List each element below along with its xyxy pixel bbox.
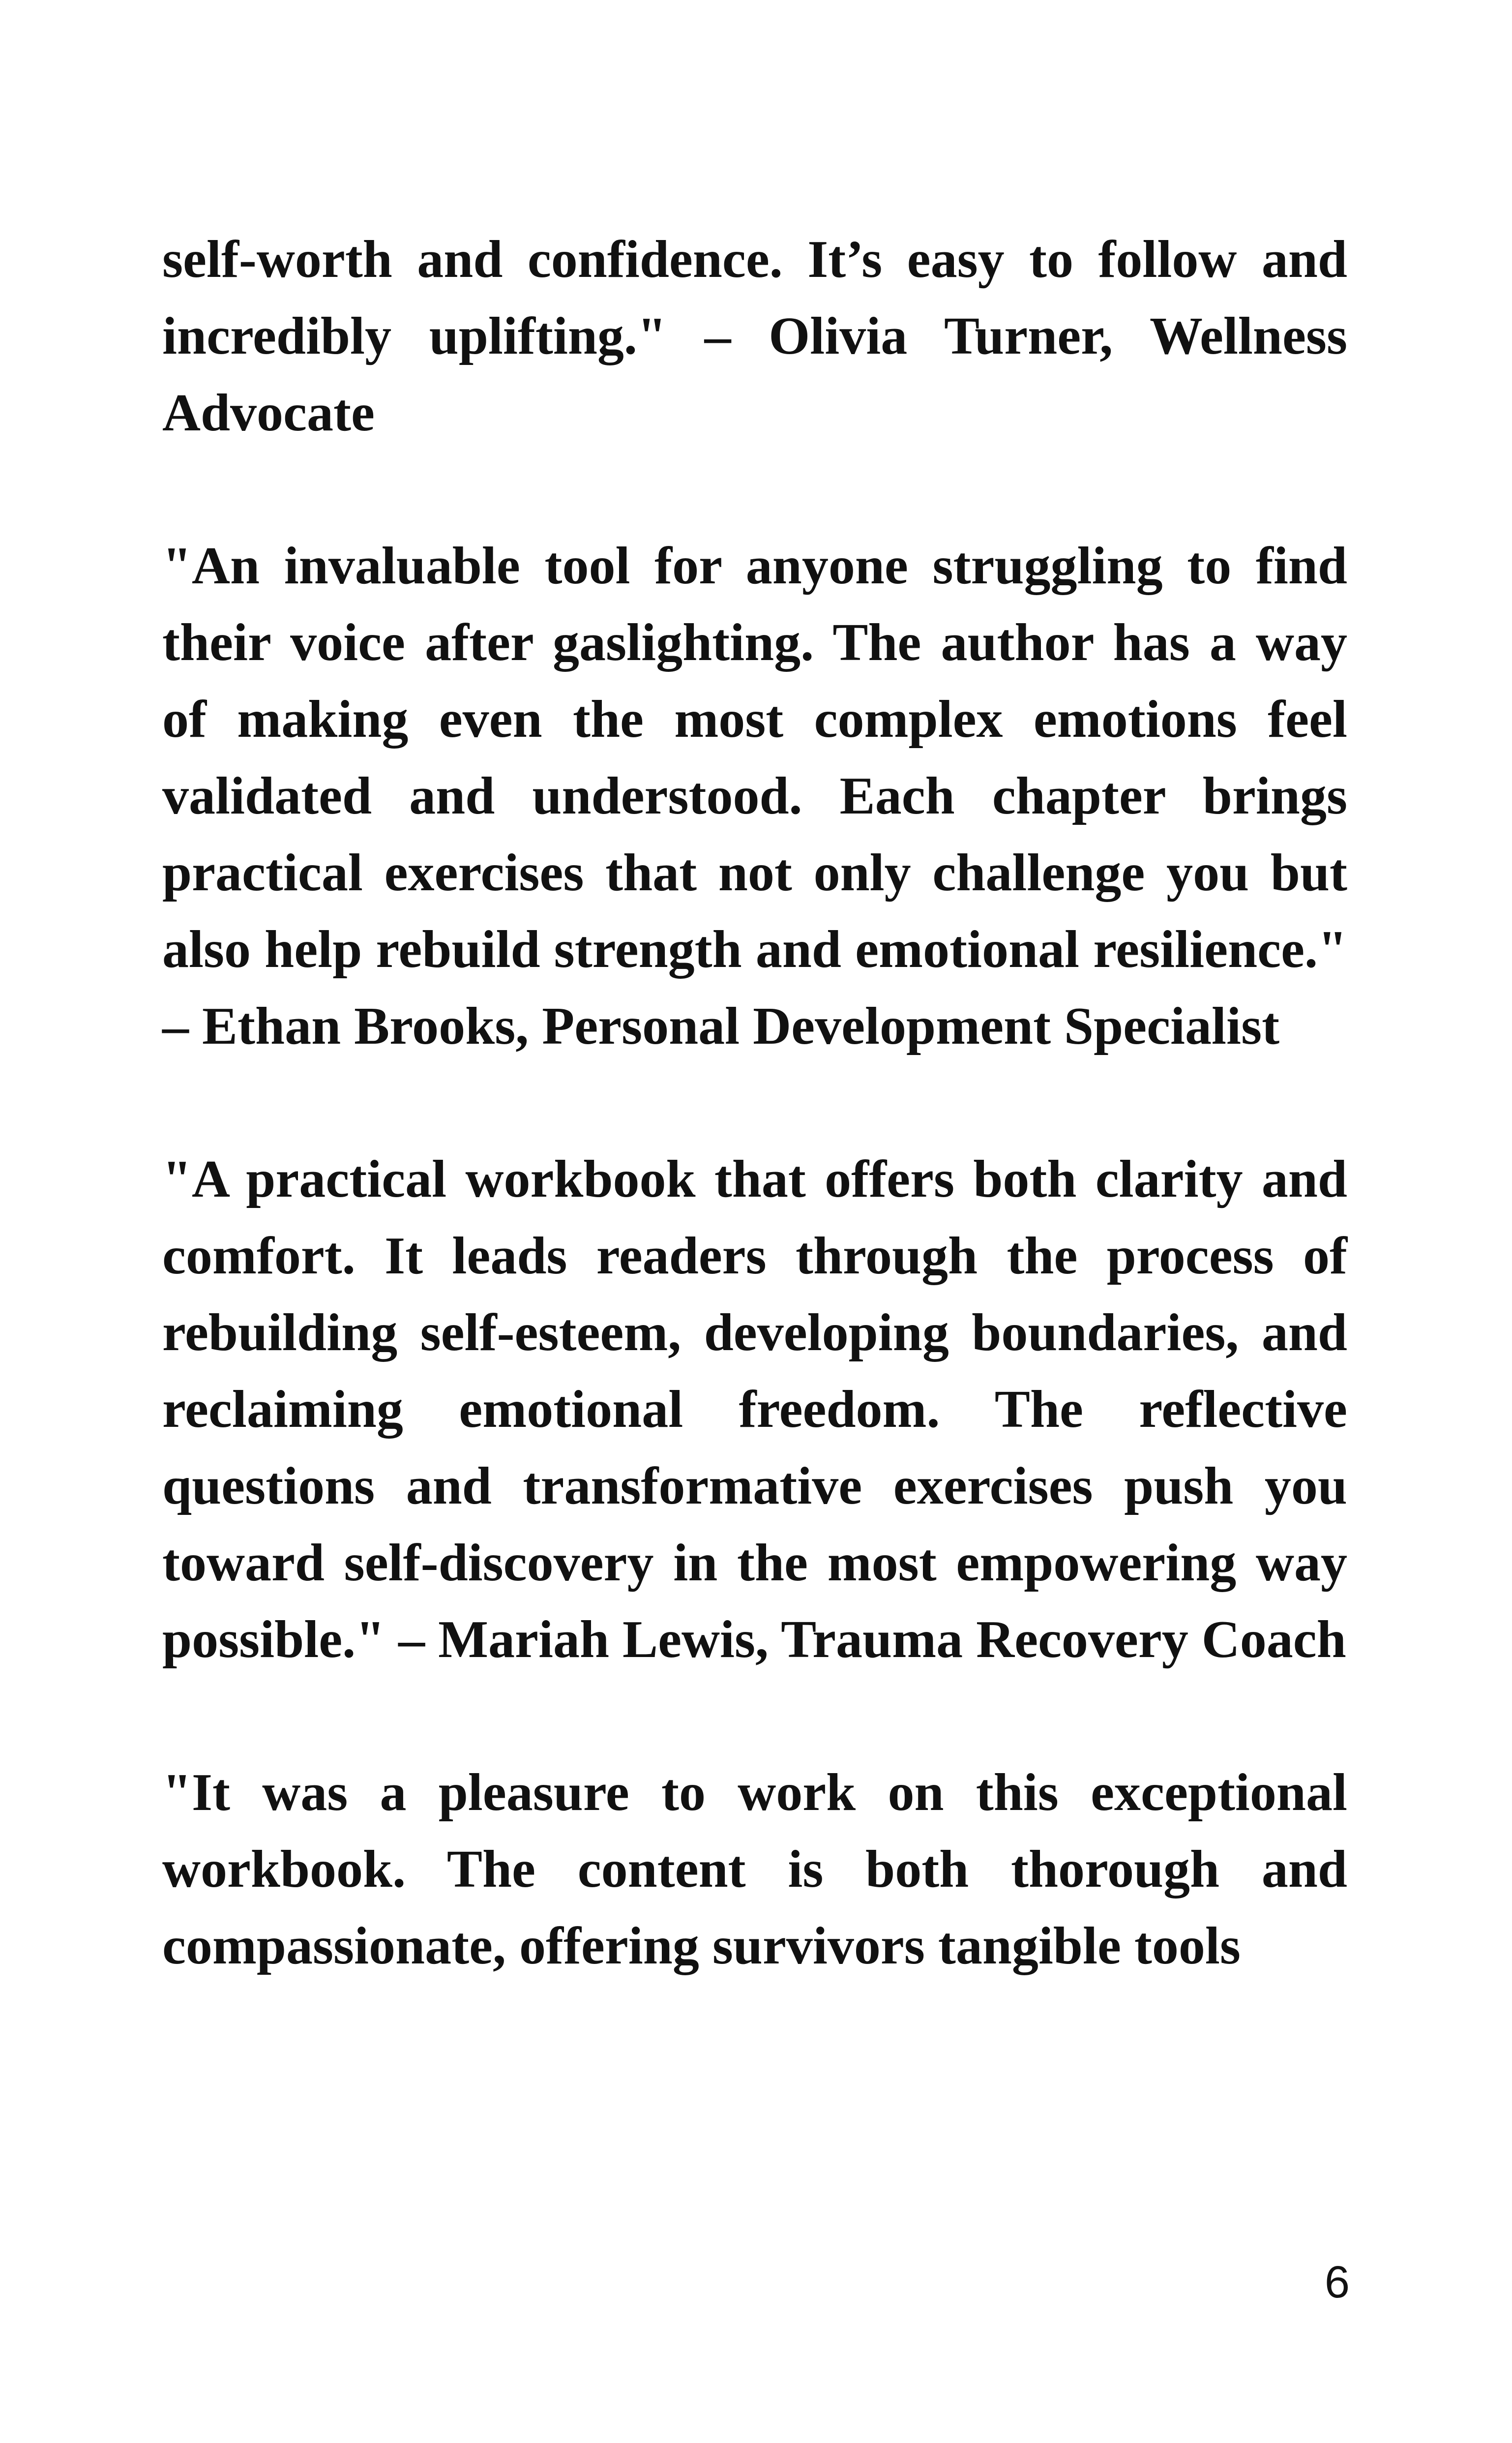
page-number: 6	[1324, 2257, 1350, 2307]
testimonial-olivia-turner: self-worth and confidence. It’s easy to follow and incredibly uplifting." – Olivia Turner, Wellness Advocate	[162, 230, 1347, 442]
testimonial-ethan-brooks: "An invaluable tool for anyone struggling to find their voice after gaslighting. The author has a way of making even the most complex emotions feel validated and understood. Each chapter brings practical exercises that not only challenge you but also help rebuild strength and emotional resilience." – Ethan Brooks, Personal Development Specialist	[162, 537, 1347, 1056]
testimonial-continued: "It was a pleasure to work on this exceptional workbook. The content is both thorough and compassionate, offering survivors tangible tools	[162, 1763, 1347, 1975]
testimonials-text	[162, 221, 1347, 1985]
testimonial-mariah-lewis: "A practical workbook that offers both clarity and comfort. It leads readers through the process of rebuilding self-esteem, developing boundaries, and reclaiming emotional freedom. The reflective questions and transformative exercises push you toward self-discovery in the most empowering way possible." – Mariah Lewis, Trauma Recovery Coach	[162, 1150, 1347, 1669]
